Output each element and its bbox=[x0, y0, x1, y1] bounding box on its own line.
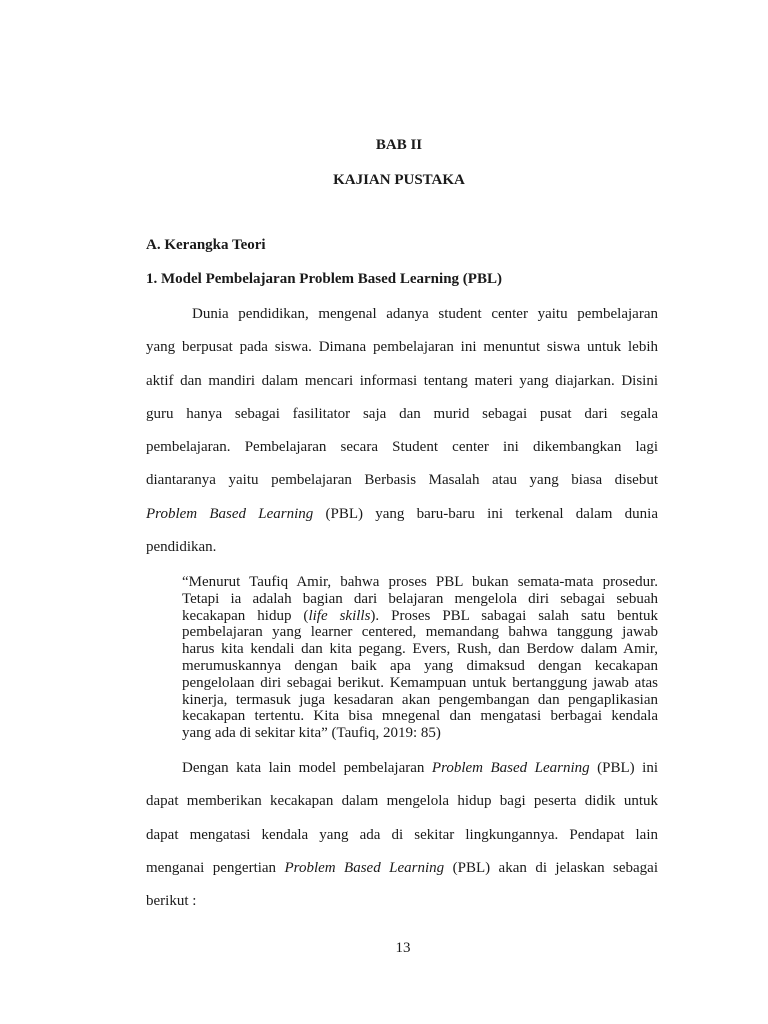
paragraph-line: pendidikan. bbox=[146, 539, 217, 556]
italic-term: Problem Based Learning bbox=[284, 859, 445, 876]
paragraph-line: pembelajaran. Pembelajaran secara Student center ini dikembangkan lagi bbox=[146, 439, 658, 456]
paragraph-line: guru hanya sebagai fasilitator saja dan murid sebagai pusat dari segala bbox=[146, 405, 658, 422]
quote-line: pembelajaran yang learner centered, memandang bahwa tanggung jawab bbox=[182, 624, 658, 641]
quote-line: Tetapi ia adalah bagian dari belajaran mengelola diri sebagai sebuah bbox=[182, 590, 658, 607]
italic-term: Problem Based Learning bbox=[146, 505, 314, 522]
block-quote bbox=[182, 574, 658, 742]
section-heading: A. Kerangka Teori bbox=[146, 237, 266, 253]
paragraph-line bbox=[146, 498, 658, 531]
page-number: 13 bbox=[395, 940, 411, 956]
paragraph-line: yang berpusat pada siswa. Dimana pembelajaran ini menuntut siswa untuk lebih bbox=[146, 339, 658, 356]
paragraph-line: aktif dan mandiri dalam mencari informasi tentang materi yang diajarkan. Disini bbox=[146, 372, 658, 389]
paragraph-line: Dunia pendidikan, mengenal adanya student center yaitu pembelajaran bbox=[192, 306, 658, 322]
quote-line: “Menurut Taufiq Amir, bahwa proses PBL bukan semata-mata prosedur. bbox=[182, 574, 658, 590]
paragraph-line: berikut : bbox=[146, 893, 197, 910]
paragraph-line-text: (PBL) akan di jelaskan sebagai bbox=[444, 859, 659, 876]
paragraph-line: dapat memberikan kecakapan dalam mengelola hidup bagi peserta didik untuk bbox=[146, 793, 658, 810]
quote-line: merumuskannya dengan baik apa yang dimaksud dengan kecakapan bbox=[182, 657, 658, 674]
paragraph-line-text: (PBL) yang baru-baru ini terkenal dalam dunia bbox=[313, 505, 658, 522]
paragraph-line: diantaranya yaitu pembelajaran Berbasis Masalah atau yang biasa disebut bbox=[146, 472, 658, 489]
paragraph-1 bbox=[146, 298, 658, 564]
quote-line: yang ada di sekitar kita” (Taufiq, 2019: 85) bbox=[182, 725, 441, 742]
paragraph-line bbox=[146, 852, 658, 885]
quote-text: ). Proses PBL sabagai salah satu bentuk bbox=[370, 607, 659, 624]
paragraph-line-text: menganai pengertian bbox=[146, 859, 285, 876]
section-subheading: 1. Model Pembelajaran Problem Based Learning (PBL) bbox=[146, 271, 502, 287]
italic-term: Problem Based Learning bbox=[431, 760, 590, 776]
chapter-title: KAJIAN PUSTAKA bbox=[333, 172, 465, 188]
paragraph-2 bbox=[146, 752, 658, 918]
quote-line: kinerja, termasuk juga kesadaran akan pengembangan dan pengaplikasian bbox=[182, 691, 658, 708]
quote-text: kecakapan hidup ( bbox=[182, 607, 309, 624]
paragraph-line: dapat mengatasi kendala yang ada di sekitar lingkungannya. Pendapat lain bbox=[146, 826, 658, 843]
quote-line: kecakapan tertentu. Kita bisa mnegenal dan mengatasi berbagai kendala bbox=[182, 708, 658, 725]
quote-line: harus kita kendali dan kita pegang. Evers, Rush, dan Berdow dalam Amir, bbox=[182, 641, 658, 658]
quote-italic-term: life skills bbox=[308, 607, 371, 624]
paragraph-line bbox=[146, 752, 658, 785]
paragraph-line-text: (PBL) ini bbox=[589, 760, 659, 776]
quote-line: pengelolaan diri sebagai berikut. Kemampuan untuk bertanggung jawab atas bbox=[182, 674, 658, 691]
paragraph-line-text: Dengan kata lain model pembelajaran bbox=[182, 760, 432, 776]
chapter-label: BAB II bbox=[375, 137, 423, 153]
quote-line bbox=[182, 608, 658, 625]
